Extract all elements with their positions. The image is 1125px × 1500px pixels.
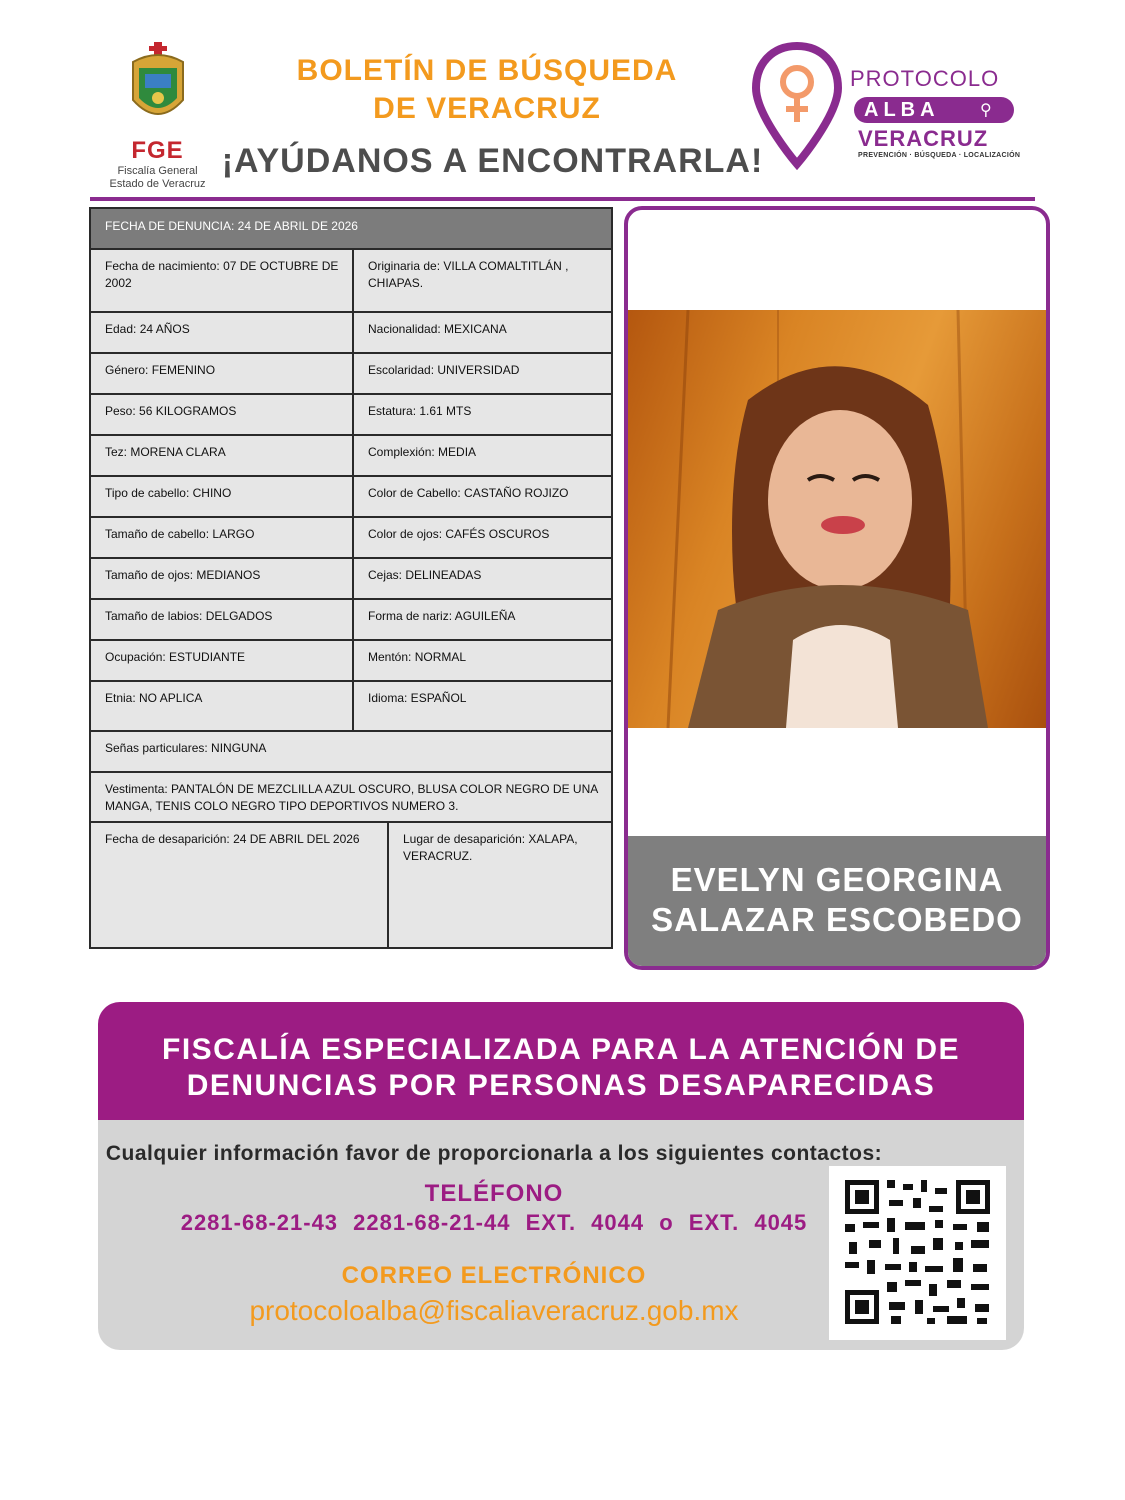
- disappearance-date-cell: Fecha de desaparición: 24 DE ABRIL DEL 2026: [90, 822, 388, 948]
- origin-cell: Originaria de: VILLA COMALTITLÁN , CHIAPAS.: [353, 249, 612, 312]
- ethnicity-cell: Etnia: NO APLICA: [90, 681, 353, 731]
- veracruz-shield-icon: [123, 40, 193, 130]
- alba-logo-mid: ALBA: [864, 99, 940, 121]
- bulletin-title-line2: DE VERACRUZ: [373, 92, 601, 125]
- email-label: CORREO ELECTRÓNICO: [341, 1262, 647, 1289]
- report-date-cell: FECHA DE DENUNCIA: 24 DE ABRIL DE 2026: [90, 208, 612, 249]
- hair-color-cell: Color de Cabello: CASTAÑO ROJIZO: [353, 476, 612, 517]
- eye-color-cell: Color de ojos: CAFÉS OSCUROS: [353, 517, 612, 558]
- birthdate-cell: Fecha de nacimiento: 07 DE OCTUBRE DE 2002: [90, 249, 353, 312]
- distinguishing-marks-cell: Señas particulares: NINGUNA: [90, 731, 612, 772]
- gender-cell: Género: FEMENINO: [90, 353, 353, 394]
- eye-size-cell: Tamaño de ojos: MEDIANOS: [90, 558, 353, 599]
- alba-logo-top: PROTOCOLO: [850, 66, 1000, 91]
- skin-tone-cell: Tez: MORENA CLARA: [90, 435, 353, 476]
- person-details-table: [89, 207, 613, 949]
- phone-label: TELÉFONO: [424, 1180, 564, 1207]
- weight-cell: Peso: 56 KILOGRAMOS: [90, 394, 353, 435]
- location-pin-female-icon: [752, 42, 842, 170]
- age-cell: Edad: 24 AÑOS: [90, 312, 353, 353]
- help-find-her-heading: ¡AYÚDANOS A ENCONTRARLA!: [221, 142, 764, 180]
- disappearance-place-cell: Lugar de desaparición: XALAPA, VERACRUZ.: [388, 822, 612, 948]
- language-cell: Idioma: ESPAÑOL: [353, 681, 612, 731]
- phone-numbers[interactable]: 2281-68-21-43 2281-68-21-44 EXT. 4044 o EXT. 4045: [180, 1210, 808, 1235]
- banner-line2: DENUNCIAS POR PERSONAS DESAPARECIDAS: [186, 1069, 936, 1102]
- missing-person-photo: [628, 310, 1046, 728]
- alba-logo-tagline: PREVENCIÓN · BÚSQUEDA · LOCALIZACIÓN: [858, 152, 1021, 159]
- bulletin-title: [262, 52, 712, 128]
- qr-code-icon: [829, 1166, 1006, 1340]
- portrait-illustration: [628, 310, 1046, 728]
- name-line2: SALAZAR ESCOBEDO: [651, 901, 1023, 938]
- photo-card: [624, 206, 1050, 970]
- contact-intro-text: Cualquier información favor de proporcionarla a los siguientes contactos:: [105, 1142, 883, 1165]
- search-icon: ⚲: [980, 102, 992, 119]
- prosecutor-office-banner: [98, 1002, 1024, 1120]
- qr-code[interactable]: [829, 1166, 1006, 1340]
- fge-abbreviation: FGE: [131, 137, 184, 164]
- hair-type-cell: Tipo de cabello: CHINO: [90, 476, 353, 517]
- fge-name-line1: Fiscalía General: [117, 165, 198, 177]
- education-cell: Escolaridad: UNIVERSIDAD: [353, 353, 612, 394]
- hair-length-cell: Tamaño de cabello: LARGO: [90, 517, 353, 558]
- bulletin-title-line1: BOLETÍN DE BÚSQUEDA: [296, 54, 678, 87]
- lip-size-cell: Tamaño de labios: DELGADOS: [90, 599, 353, 640]
- nationality-cell: Nacionalidad: MEXICANA: [353, 312, 612, 353]
- alba-logo-bottom: VERACRUZ: [858, 126, 989, 151]
- clothing-cell: Vestimenta: PANTALÓN DE MEZCLILLA AZUL OSCURO, BLUSA COLOR NEGRO DE UNA MANGA, TENIS COLO NEGRO TIPO DEPORTIVOS NUMERO 3.: [90, 772, 612, 822]
- chin-cell: Mentón: NORMAL: [353, 640, 612, 681]
- header-divider: [90, 197, 1035, 201]
- nose-shape-cell: Forma de nariz: AGUILEÑA: [353, 599, 612, 640]
- email-address-link[interactable]: protocoloalba@fiscaliaveracruz.gob.mx: [249, 1295, 739, 1326]
- name-line1: EVELYN GEORGINA: [670, 861, 1004, 898]
- occupation-cell: Ocupación: ESTUDIANTE: [90, 640, 353, 681]
- fge-logo: [100, 40, 215, 190]
- banner-line1: FISCALÍA ESPECIALIZADA PARA LA ATENCIÓN DE: [162, 1033, 960, 1066]
- eyebrows-cell: Cejas: DELINEADAS: [353, 558, 612, 599]
- fge-name-line2: Estado de Veracruz: [109, 178, 206, 190]
- missing-person-name: [628, 836, 1046, 966]
- build-cell: Complexión: MEDIA: [353, 435, 612, 476]
- height-cell: Estatura: 1.61 MTS: [353, 394, 612, 435]
